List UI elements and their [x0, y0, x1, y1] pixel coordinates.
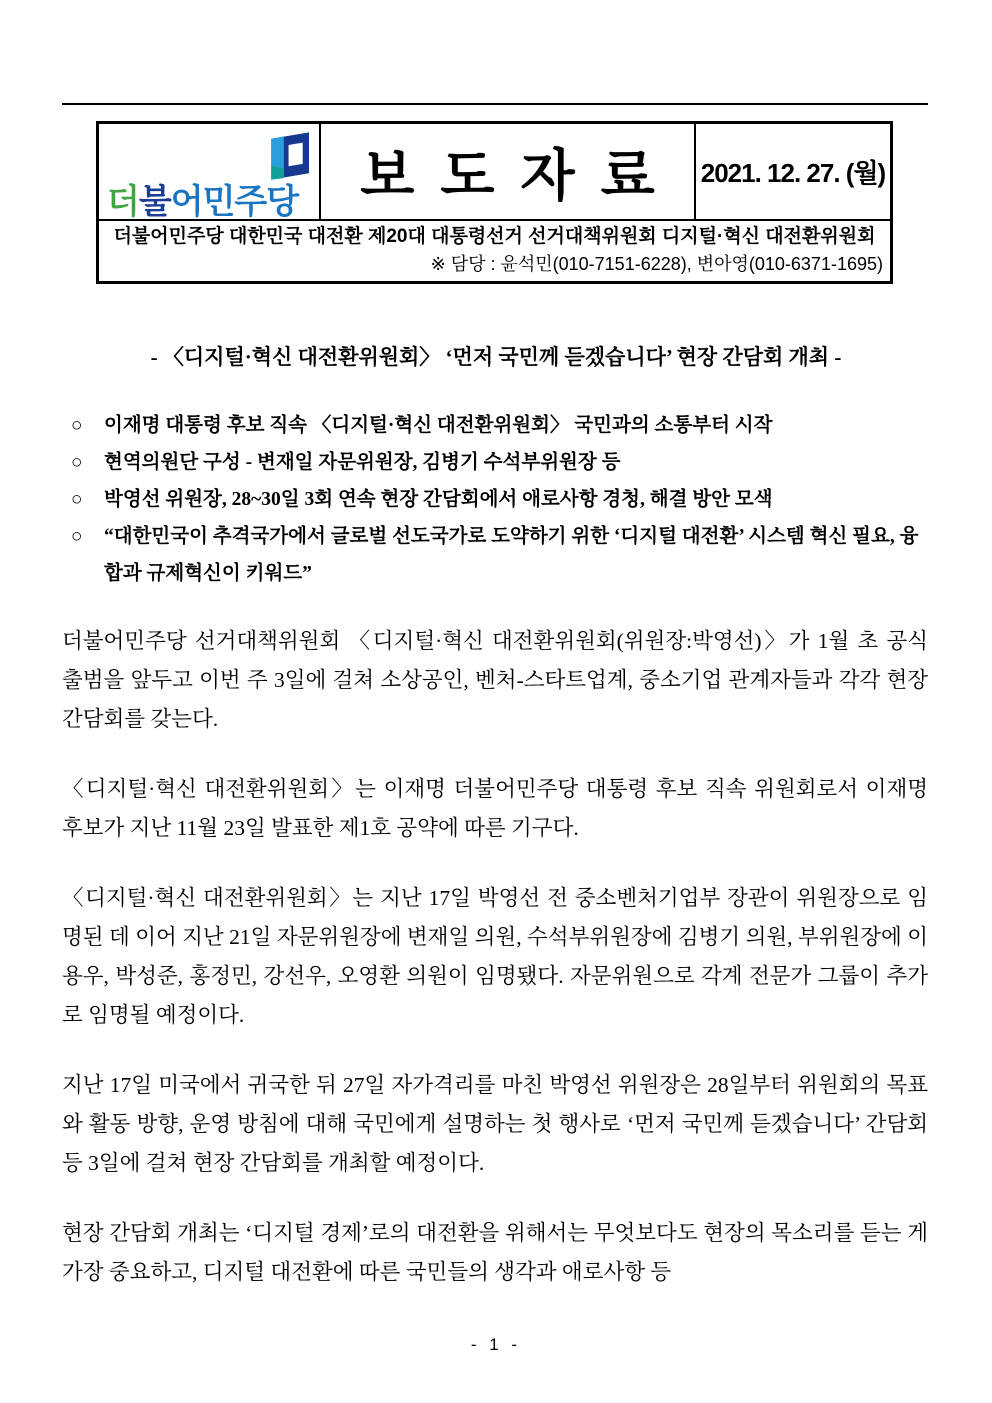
document-headline: - 〈디지털·혁신 대전환위원회〉 ‘먼저 국민께 듣겠습니다’ 현장 간담회 개최 -	[150, 345, 842, 369]
summary-bullet-list	[71, 407, 931, 592]
top-divider-rule	[62, 103, 928, 105]
logo-chars-blue: 어민주당	[170, 183, 299, 221]
bullet-text: “대한민국이 추격국가에서 글로벌 선도국가로 도약하기 위한 ‘디지털 대전환’ 시스템 혁신 필요, 융합과 규제혁신이 키워드”	[104, 526, 919, 584]
bullet-text: 이재명 대통령 후보 직속 〈디지털·혁신 대전환위원회〉 국민과의 소통부터 시작	[104, 415, 773, 436]
party-logo-wordmark	[107, 174, 298, 223]
body-paragraph: 〈디지털·혁신 대전환위원회〉는 지난 17일 박영선 전 중소벤처기업부 장관이 위원장으로 임명된 데 이어 지난 21일 자문위원장에 변재일 의원, 수석부위원장에 김병기 의원, 부위원장에 이용우, 박성준, 홍정민, 강선우, 오영환 의원이 임명됐다. 자문위원으로 각계 전문가 그룹이 추가로 임명될 예정이다.	[62, 886, 928, 1027]
logo-char-green: 더	[107, 183, 139, 221]
body-paragraph: 〈디지털·혁신 대전환위원회〉는 이재명 더불어민주당 대통령 후보 직속 위원회로서 이재명 후보가 지난 11월 23일 발표한 제1호 공약에 따른 기구다.	[62, 777, 928, 840]
body-paragraph: 지난 17일 미국에서 귀국한 뒤 27일 자가격리를 마친 박영선 위원장은 28일부터 위원회의 목표와 활동 방향, 운영 방침에 대해 국민에게 설명하는 첫 행사로 ‘먼저 국민께 듣겠습니다’ 간담회 등 3일에 걸쳐 현장 간담회를 개최할 예정이다.	[62, 1073, 928, 1175]
body-paragraph: 더불어민주당 선거대책위원회 〈디지털·혁신 대전환위원회(위원장:박영선)〉가 1월 초 공식 출범을 앞두고 이번 주 3일에 걸쳐 소상공인, 벤처-스타트업계, 중소기업 관계자들과 각각 현장 간담회를 갖는다.	[62, 629, 928, 731]
summary-bullet-item	[71, 444, 931, 481]
summary-bullet-item	[71, 407, 931, 444]
bullet-text: 현역의원단 구성 - 변재일 자문위원장, 김병기 수석부위원장 등	[104, 452, 621, 473]
body-paragraph: 현장 간담회 개최는 ‘디지털 경제’로의 대전환을 위해서는 무엇보다도 현장의 목소리를 듣는 게 가장 중요하고, 디지털 대전환에 따른 국민들의 생각과 애로사항 등	[62, 1221, 928, 1284]
bullet-circle-icon: ○	[71, 415, 83, 436]
summary-bullet-item	[71, 518, 931, 592]
committee-name-line: 더불어민주당 대한민국 대전환 제20대 대통령선거 선거대책위원회 디지털·혁신 대전환위원회	[113, 226, 876, 247]
article-body	[62, 622, 928, 1323]
release-date: 2021. 12. 27. (월)	[700, 158, 886, 188]
contact-info-line: ※ 담당 : 윤석민(010-7151-6228), 변아영(010-6371-1695)	[430, 254, 883, 274]
date-cell	[696, 124, 890, 221]
bullet-text: 박영선 위원장, 28~30일 3회 연속 현장 간담회에서 애로사항 경청, 해결 방안 모색	[104, 489, 773, 510]
press-release-title-cell	[321, 124, 696, 221]
header-bottom-section	[99, 221, 890, 281]
press-release-header-table	[96, 121, 893, 284]
page-number: - 1 -	[470, 1335, 522, 1354]
logo-char-navy: 불	[138, 183, 171, 221]
bullet-circle-icon: ○	[71, 489, 83, 510]
bullet-circle-icon: ○	[71, 526, 83, 547]
party-logo-cell	[99, 124, 321, 221]
summary-bullet-item	[71, 481, 931, 518]
press-release-title: 보도자료	[360, 143, 681, 207]
bullet-circle-icon: ○	[71, 452, 83, 473]
